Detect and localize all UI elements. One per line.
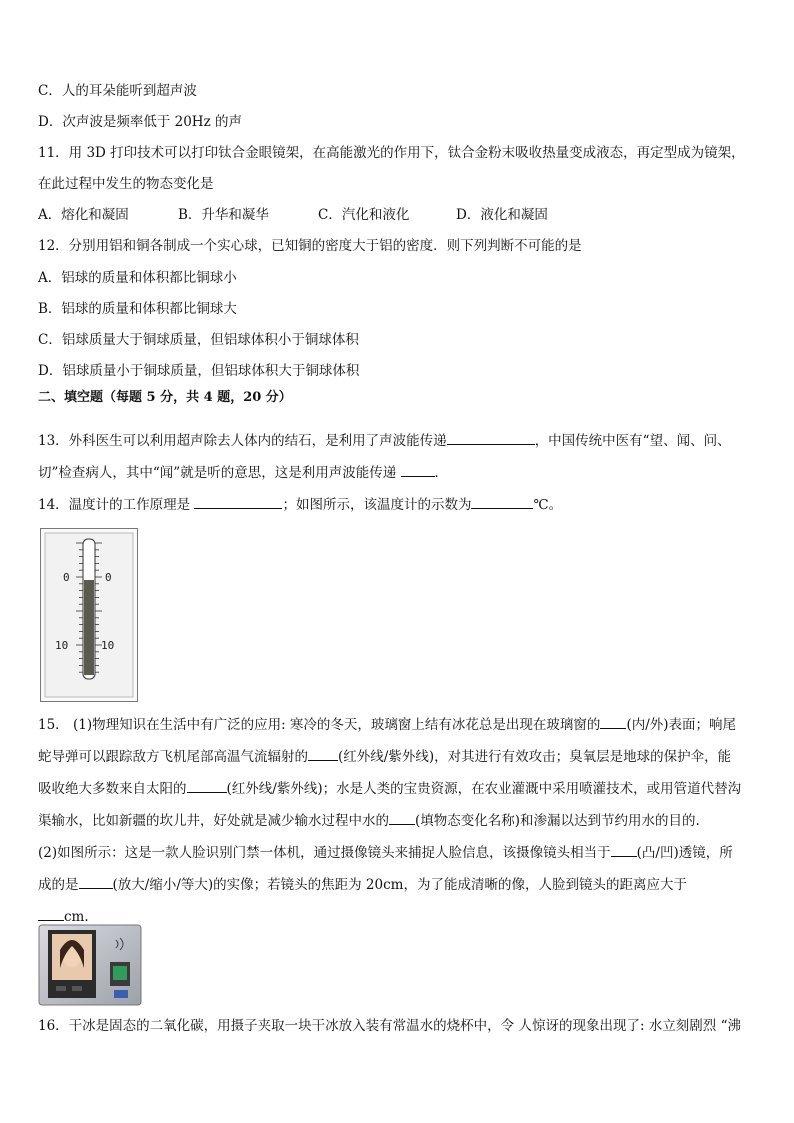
q10-option-c: C．人的耳朵能听到超声波 xyxy=(38,83,197,99)
q11-stem-line1: 11．用 3D 打印技术可以打印钛合金眼镜架，在高能激光的作用下，钛合金粉末吸收热量变成液态，再定型成为镜架， xyxy=(38,145,745,161)
screen-button-icon xyxy=(56,986,66,991)
q12-option-b: B．铝球的质量和体积都比铜球大 xyxy=(38,301,237,317)
q10-option-d: D．次声波是频率低于 20Hz 的声 xyxy=(38,114,242,130)
q15-blank-6[interactable] xyxy=(79,874,113,889)
q11-option-c: C．汽化和液化 xyxy=(318,207,410,223)
q15-text-2a: 蛇导弹可以跟踪敌方飞机尾部高温气流辐射的 xyxy=(38,749,308,765)
q12-option-d: D．铝球质量小于铜球质量，但铝球体积大于铜球体积 xyxy=(38,363,360,379)
q15-line3 xyxy=(38,778,741,799)
q15-line6 xyxy=(38,874,687,895)
q14-blank-2[interactable] xyxy=(471,494,533,509)
mercury-column xyxy=(84,580,94,675)
q13-blank-2[interactable] xyxy=(401,462,435,477)
screen-button-icon-2 xyxy=(72,986,82,991)
q11-options xyxy=(38,205,548,225)
q15-line5 xyxy=(38,842,733,863)
scale-label-10-right: 10 xyxy=(101,639,115,652)
thermometer-svg xyxy=(41,529,137,701)
q14-text-b: ；如图所示，该温度计的示数为 xyxy=(282,497,472,513)
q15-blank-4[interactable] xyxy=(389,810,415,825)
q13-line1 xyxy=(38,430,731,451)
q15-text-1a: 15． (1)物理知识在生活中有广泛的应用: 寒冷的冬天，玻璃窗上结有冰花总是出现在玻璃窗的 xyxy=(38,717,601,733)
q15-text-4b: (填物态变化名称)和渗漏以达到节约用水的目的. xyxy=(415,813,700,829)
q15-text-5b: (凸/凹)透镜，所 xyxy=(636,845,733,861)
q13-text-d: ． xyxy=(434,465,449,481)
q13-text-c: 切”检查病人，其中“闻”就是听的意思，这是利用声波能传递 xyxy=(38,465,397,481)
q13-blank-1[interactable] xyxy=(447,430,535,445)
section-heading: 二、填空题（每题 5 分，共 4 题，20 分） xyxy=(38,390,292,405)
q11-option-d: D．液化和凝固 xyxy=(456,207,548,223)
q15-blank-7[interactable] xyxy=(38,906,64,921)
q15-text-6b: (放大/缩小/等大)的实像；若镜头的焦距为 20cm，为了能成清晰的像，人脸到镜头的距离应大于 xyxy=(112,877,687,893)
scale-label-10-left: 10 xyxy=(55,639,69,652)
q14-line xyxy=(38,494,562,515)
q15-line1 xyxy=(38,714,736,735)
q15-blank-3[interactable] xyxy=(187,778,227,793)
q11-stem-line2: 在此过程中发生的物态变化是 xyxy=(38,176,214,192)
q15-text-3b: (红外线/紫外线)；水是人类的宝贵资源，在农业灌溉中采用喷灌技术，或用管道代替沟 xyxy=(226,781,742,797)
q15-text-7b: cm. xyxy=(64,909,89,925)
q15-blank-1[interactable] xyxy=(600,714,626,729)
q12-option-a: A．铝球的质量和体积都比铜球小 xyxy=(38,270,237,286)
q15-text-5a: (2)如图所示：这是一款人脸识别门禁一体机，通过摄像镜头来捕捉人脸信息，该摄像镜头相当于 xyxy=(38,845,611,861)
q12-option-c: C．铝球质量大于铜球质量，但铝球体积小于铜球体积 xyxy=(38,332,359,348)
q13-text-b: ，中国传统中医有“望、闻、问、 xyxy=(534,433,731,449)
q12-stem: 12．分别用铝和铜各制成一个实心球，已知铜的密度大于铝的密度．则下列判断不可能的是 xyxy=(38,238,582,254)
q15-text-2b: (红外线/紫外线)，对其进行有效攻击；臭氧层是地球的保护伞，能 xyxy=(338,749,732,765)
thermometer-figure xyxy=(40,528,138,702)
q14-text-a: 14．温度计的工作原理是 xyxy=(38,497,191,513)
q13-line2 xyxy=(38,462,448,483)
scale-label-0-right: 0 xyxy=(105,571,112,584)
face-recognition-device-image xyxy=(38,924,142,1006)
q13-text-a: 13．外科医生可以利用超声除去人体内的结石，是利用了声波能传递 xyxy=(38,433,447,449)
q15-line2 xyxy=(38,746,731,767)
q15-blank-2[interactable] xyxy=(308,746,338,761)
q15-text-4a: 渠输水，比如新疆的坎儿井，好处就是减少输水过程中水的 xyxy=(38,813,389,829)
q14-text-c: ℃。 xyxy=(533,497,563,513)
q15-line4 xyxy=(38,810,700,831)
logo-badge-icon xyxy=(114,990,128,998)
q11-option-a: A．熔化和凝固 xyxy=(38,207,129,223)
q11-option-b: B．升华和凝华 xyxy=(178,207,269,223)
q15-text-3a: 吸收绝大多数来自太阳的 xyxy=(38,781,187,797)
q15-text-6a: 成的是 xyxy=(38,877,79,893)
q15-text-1b: (内/外)表面；响尾 xyxy=(626,717,737,733)
q15-blank-5[interactable] xyxy=(611,842,637,857)
scale-label-0-left: 0 xyxy=(63,571,70,584)
q16-stem: 16．干冰是固态的二氧化碳，用摄子夹取一块干冰放入装有常温水的烧杯中，令 人惊讶的现象出现了: 水立刻剧烈 “沸 xyxy=(38,1018,742,1034)
device-svg xyxy=(38,924,142,1006)
fingerprint-pad xyxy=(113,966,127,980)
q14-blank-1[interactable] xyxy=(194,494,282,509)
